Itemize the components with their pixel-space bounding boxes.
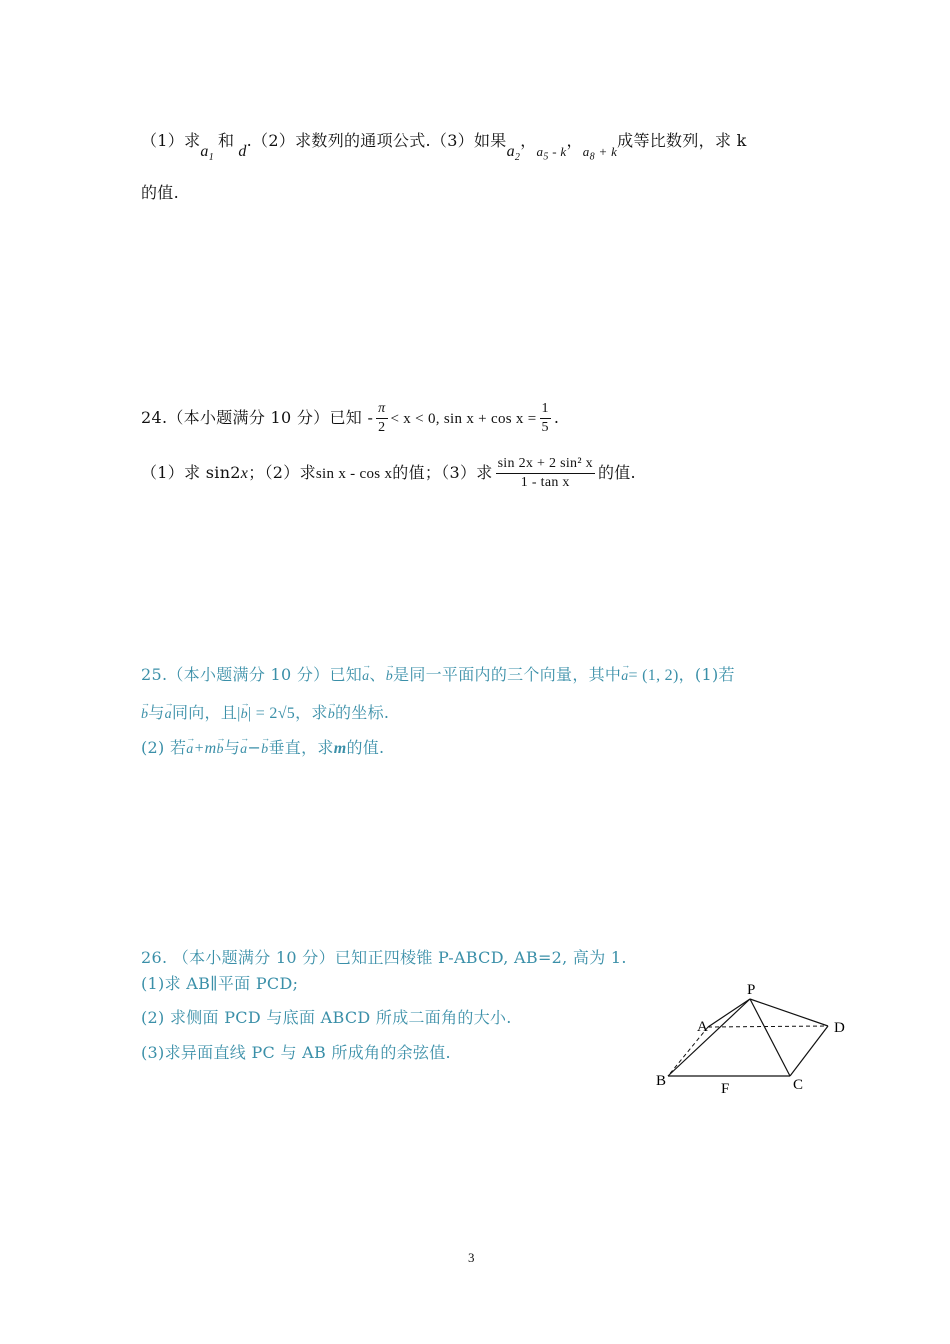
q26-line-2: (1)求 AB∥平面 PCD; [141, 974, 299, 993]
label-f: F [721, 1081, 730, 1097]
vector-b: → b [328, 707, 335, 723]
q23-line-2: 的值. [141, 183, 179, 202]
sin-minus-cos: sin x - cos x [315, 466, 393, 482]
label-b: B [656, 1073, 667, 1089]
q24-line-2: （1）求 sin2x；（2）求sin x - cos x的值；（3）求 $\frac{\text{sin 2x + 2 sin² x}}{\text{1 - tan x}}$ 的值. [141, 456, 636, 490]
label-d: D [834, 1020, 845, 1036]
q25-line-1: 25.（本小题满分 10 分）已知→ a、→ b是同一平面内的三个向量，其中→ a= (1, 2)，(1)若 [141, 662, 735, 685]
inequality: < x < 0, sin x + cos x = [390, 411, 537, 427]
q24-line-1: 24.（本小题满分 10 分）已知 - $\frac{\pi}{2}$ < x < 0, sin x + cos x = $\frac{1}{5}$ . [141, 401, 560, 435]
a5-term: a5 - k [536, 144, 567, 163]
edge-pa [708, 999, 750, 1027]
q23-line-1: （1）求$a_1$和d.（2）求数列的通项公式.（3）如果$a_2$，$_{a_5 - k}$，$_{a_8 + k}$成等比数列，求 k [141, 131, 747, 164]
label-a: A [697, 1019, 708, 1035]
pi-over-2: $\frac{\pi}{2}$ [378, 401, 386, 435]
q26-line-3: (2) 求侧面 PCD 与底面 ABCD 所成二面角的大小. [141, 1008, 512, 1027]
vector-b: → b [141, 707, 148, 723]
pyramid-figure [650, 975, 860, 1100]
page-number: 3 [468, 1250, 475, 1265]
vector-b: → b [261, 742, 268, 758]
vector-b: → b [241, 707, 248, 723]
a2-term: $a_2$ [506, 143, 521, 164]
label-c: C [793, 1077, 804, 1093]
q25-line-2: → b与→ a同向，且|→ b| = 2√5，求→ b的坐标. [141, 700, 389, 723]
a8-term: a8 + k [582, 144, 618, 163]
edge-ad-hidden [708, 1026, 828, 1027]
vector-a: → a [621, 669, 628, 685]
q26-line-4: (3)求异面直线 PC 与 AB 所成角的余弦值. [141, 1043, 451, 1062]
edge-pb [668, 999, 750, 1076]
vector-b: → b [217, 742, 224, 758]
vector-a: → a [240, 742, 247, 758]
edge-cd [790, 1026, 828, 1076]
vector-a: → a [165, 707, 172, 723]
vector-a: → a [362, 669, 369, 685]
q25-line-3: (2) 若→ a+m→ b与→ a−→ b垂直，求m的值. [141, 735, 384, 758]
trig-fraction: $\frac{\text{sin 2x + 2 sin² x}}{\text{1 - tan x}}$ [497, 456, 593, 490]
a1-term: $a_1$ [200, 143, 215, 164]
vector-a: → a [186, 742, 193, 758]
q26-line-1: 26. （本小题满分 10 分）已知正四棱锥 P-ABCD, AB=2, 高为 1. [141, 948, 627, 967]
label-p: P [747, 982, 756, 998]
vector-b: → b [386, 669, 393, 685]
d-term: d [238, 143, 247, 160]
one-fifth: $\frac{1}{5}$ [541, 401, 549, 435]
